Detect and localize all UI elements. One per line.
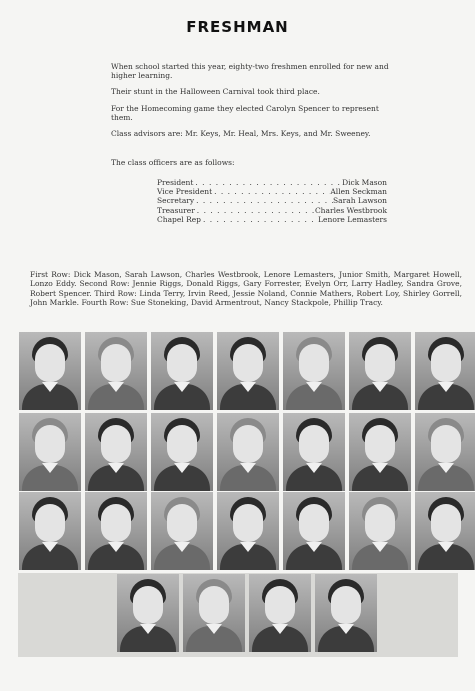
student-portrait <box>85 413 147 491</box>
student-portrait <box>217 332 279 410</box>
officers-list <box>157 178 387 224</box>
student-portrait <box>19 332 81 410</box>
student-portrait <box>217 492 279 570</box>
student-portrait <box>415 332 475 410</box>
officer-title: Secretary <box>157 196 195 206</box>
leader-dots <box>212 187 330 196</box>
student-portrait <box>283 332 345 410</box>
student-portrait <box>283 492 345 570</box>
leader-dots <box>201 215 318 224</box>
student-portrait <box>415 413 475 491</box>
student-portrait <box>349 413 411 491</box>
student-portrait <box>183 574 245 652</box>
halloween-paragraph: Their stunt in the Halloween Carnival took third place. <box>111 87 320 96</box>
student-portrait <box>315 574 377 652</box>
officer-row <box>157 187 387 196</box>
student-portrait <box>151 413 213 491</box>
intro-paragraph: When school started this year, eighty-two freshmen enrolled for new and higher learning. <box>111 62 389 80</box>
student-portrait <box>151 332 213 410</box>
officer-title: Chapel Rep <box>157 214 201 224</box>
officer-name: Dick Mason <box>342 178 387 187</box>
officer-name: Charles Westbrook <box>314 205 387 215</box>
leader-dots <box>194 196 333 205</box>
page-title: FRESHMAN <box>186 18 289 36</box>
officers-intro: The class officers are as follows: <box>111 158 235 167</box>
student-portrait <box>85 332 147 410</box>
advisors-paragraph: Class advisors are: Mr. Keys, Mr. Heal, Mrs. Keys, and Mr. Sweeney. <box>111 129 371 138</box>
officer-title: Treasurer <box>157 205 195 215</box>
officer-row <box>157 215 387 224</box>
officer-title: Vice President <box>157 187 213 197</box>
student-portrait <box>19 492 81 570</box>
leader-dots <box>195 206 315 215</box>
student-portrait <box>19 413 81 491</box>
homecoming-paragraph: For the Homecoming game they elected Carolyn Spencer to represent them. <box>111 104 379 122</box>
student-portrait <box>415 492 475 570</box>
officer-name: Allen Seckman <box>330 187 387 197</box>
officer-row <box>157 196 387 205</box>
officer-row <box>157 206 387 215</box>
student-portrait <box>85 492 147 570</box>
student-portrait <box>283 413 345 491</box>
officer-name: Sarah Lawson <box>333 196 387 206</box>
officer-name: Lenore Lemasters <box>318 214 387 224</box>
student-portrait <box>349 332 411 410</box>
photo-caption: First Row: Dick Mason, Sarah Lawson, Charles Westbrook, Lenore Lemasters, Junior Smith, Margaret Howell, Lonzo Eddy. Second Row: Jennie Riggs, Donald Riggs, Gary Forrester, Evelyn Orr, Larry Hadley, Sandra Grove, Robert Spencer. Third Row: Linda Terry, Irvin Reed, Jessie Noland, Connie Mathers, Robert Loy, Shirley Gorrell, John Markle. Fourth Row: Sue Stoneking, David Armentrout, Nancy Stackpole, Phillip Tracy. <box>30 270 462 308</box>
student-portrait <box>117 574 179 652</box>
officer-title: President <box>157 178 194 187</box>
student-portrait <box>249 574 311 652</box>
student-portrait <box>349 492 411 570</box>
officer-row <box>157 178 387 187</box>
student-portrait <box>151 492 213 570</box>
leader-dots <box>193 178 342 187</box>
student-portrait <box>217 413 279 491</box>
